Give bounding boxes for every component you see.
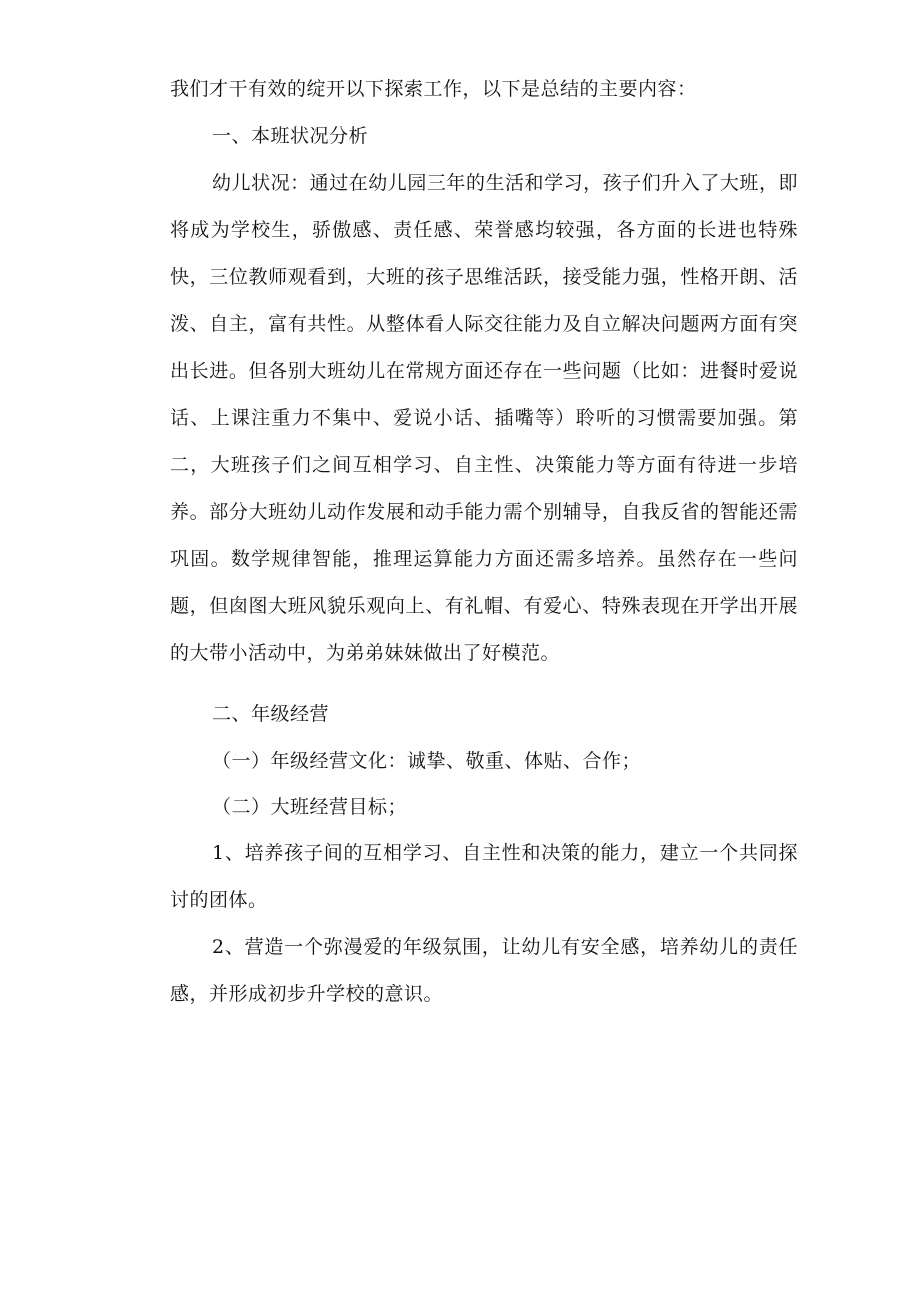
subsection2-goals-heading: （二）大班经营目标； — [212, 796, 408, 818]
section2-heading: 二、年级经营 — [212, 703, 330, 725]
goal-item-2: 2、营造一个弥漫爱的年级氛围，让幼儿有安全感，培养幼儿的责任感，并形成初步升学校的意识。 — [170, 936, 798, 1005]
subsection1-culture: （一）年级经营文化：诚挚、敬重、体贴、合作； — [212, 750, 642, 772]
section1-heading: 一、本班状况分析 — [212, 125, 369, 147]
lead-line: 我们才干有效的绽开以下探索工作，以下是总结的主要内容： — [170, 78, 697, 100]
section1-paragraph: 幼儿状况：通过在幼儿园三年的生活和学习，孩子们升入了大班，即将成为学校生，骄傲感、责任感、荣誉感均较强，各方面的长进也特殊快，三位教师观看到，大班的孩子思维活跃，接受能力强，性格开朗、活泼、自主，富有共性。从整体看人际交往能力及自立解决问题两方面有突出长进。但各别大班幼儿在常规方面还存在一些问题（比如：进餐时爱说话、上课注重力不集中、爱说小话、插嘴等）聆听的习惯需要加强。第二，大班孩子们之间互相学习、自主性、决策能力等方面有待进一步培养。部分大班幼儿动作发展和动手能力需个别辅导，自我反省的智能还需巩固。数学规律智能，推理运算能力方面还需多培养。虽然存在一些问题，但囱图大班风貌乐观向上、有礼帽、有爱心、特殊表现在开学出开展的大带小活动中，为弟弟妹妹做出了好模范。 — [170, 172, 798, 664]
goal-item-1: 1、培养孩子间的互相学习、自主性和决策的能力，建立一个共同探讨的团体。 — [170, 842, 798, 911]
